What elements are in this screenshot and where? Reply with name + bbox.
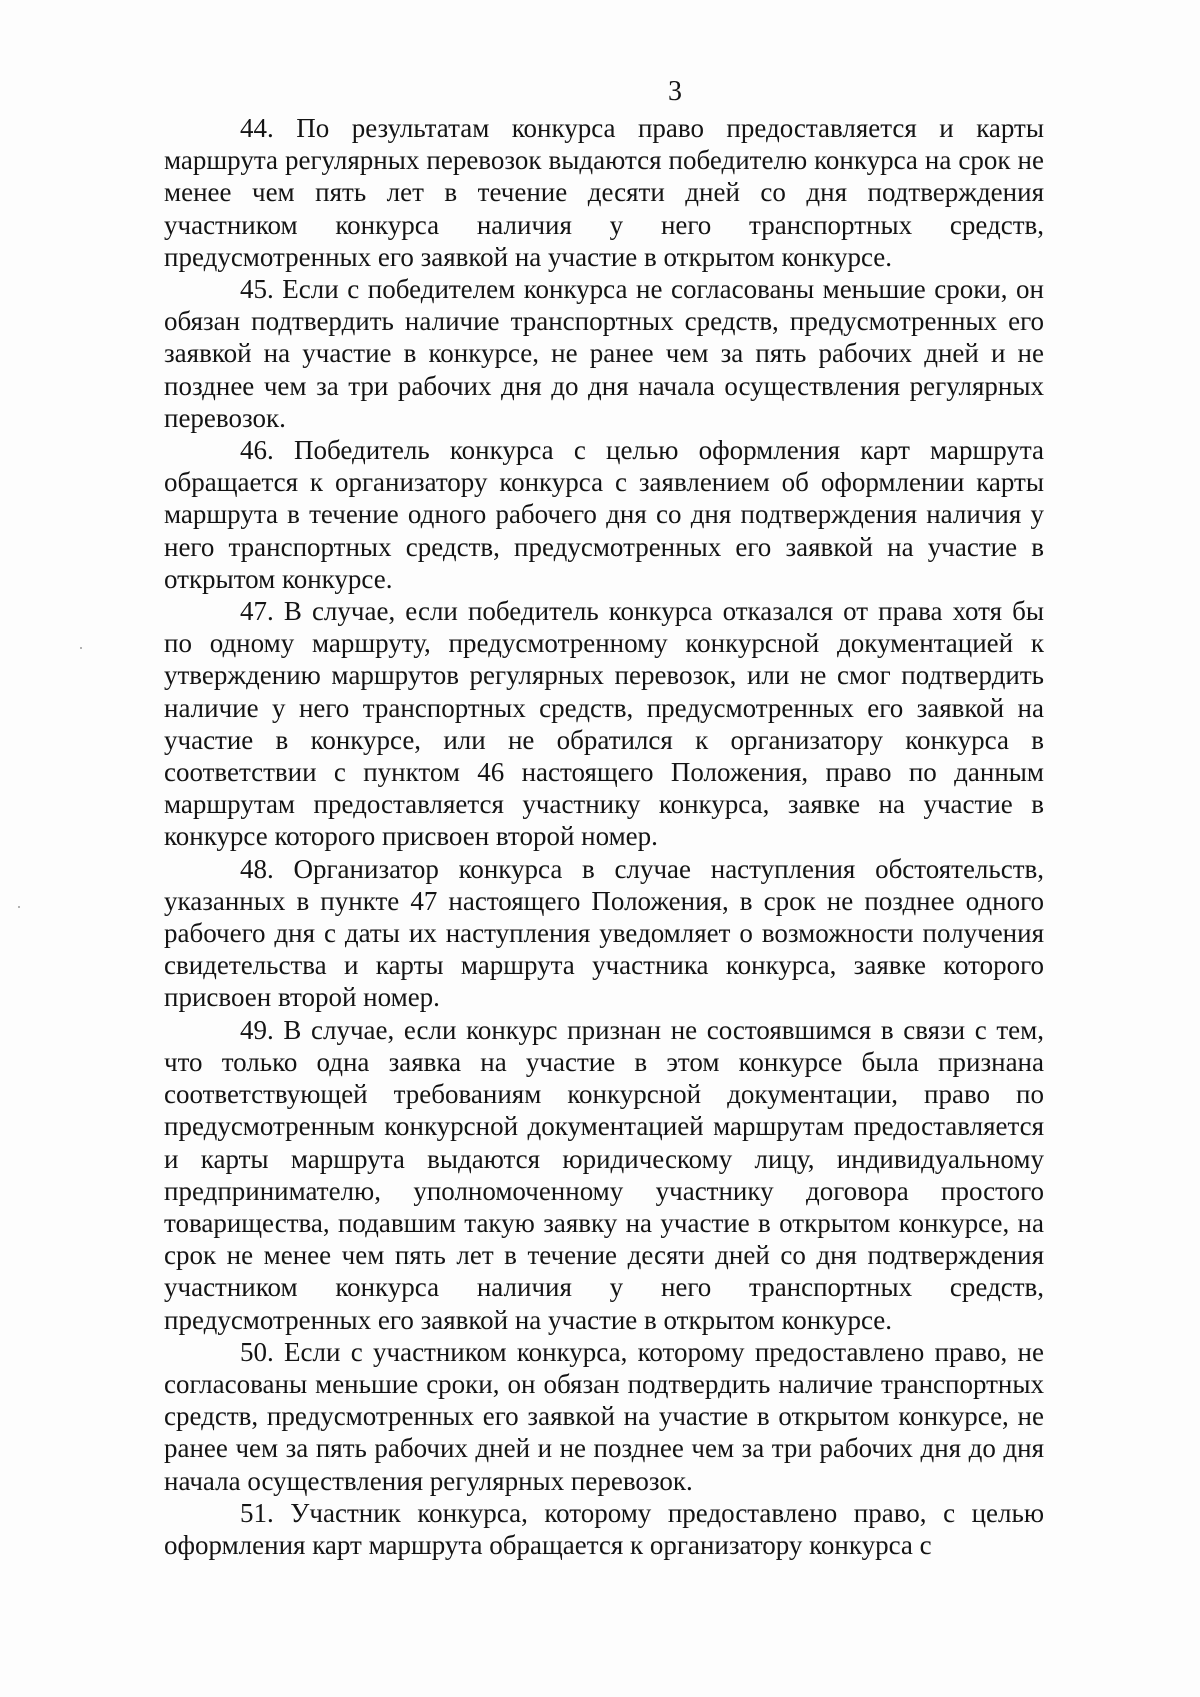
paragraph-50: 50. Если с участником конкурса, которому предоставлено право, не согласованы меньшие сроки, он обязан подтвердить наличие транспортных средств, предусмотренных его заявкой на участие в открытом конкурсе, не ранее чем за пять рабочих дней и не позднее чем за три рабочих дня до дня начала осуществления регулярных перевозок. bbox=[164, 1336, 1044, 1496]
paragraph-46: 46. Победитель конкурса с целью оформления карт маршрута обращается к организатору конкурса с заявлением об оформлении карты маршрута в течение одного рабочего дня со дня подтверждения наличия у него транспортных средств, предусмотренных его заявкой на участие в открытом конкурсе. bbox=[164, 435, 1044, 594]
paragraph-48: 48. Организатор конкурса в случае наступления обстоятельств, указанных в пункте 47 настоящего Положения, в срок не позднее одного рабочего дня с даты их наступления уведомляет о возможности получения свидетельства и карты маршрута участника конкурса, заявке которого присвоен второй номер. bbox=[164, 853, 1044, 1013]
paragraph-49: 49. В случае, если конкурс признан не состоявшимся в связи с тем, что только одна заявка на участие в этом конкурсе была признана соответствующей требованиям конкурсной документации, право по предусмотренным конкурсной документацией маршрутам предоставляется и карты маршрута выдаются юридическому лицу, индивидуальному предпринимателю, уполномоченному участнику договора простого товарищества, подавшим такую заявку на участие в открытом конкурсе, на срок не менее чем пять лет в течение десяти дней со дня подтверждения участником конкурса наличия у него транспортных средств, предусмотренных его заявкой на участие в открытом конкурсе. bbox=[164, 1014, 1044, 1335]
page-number: 3 bbox=[668, 76, 682, 107]
scan-speck bbox=[80, 647, 82, 649]
paragraph-51: 51. Участник конкурса, которому предоставлено право, с целью оформления карт маршрута обращается к организатору конкурса с bbox=[164, 1497, 1044, 1560]
scan-speck bbox=[18, 906, 20, 908]
paragraph-44: 44. По результатам конкурса право предоставляется и карты маршрута регулярных перевозок выдаются победителю конкурса на срок не менее чем пять лет в течение десяти дней со дня подтверждения участником конкурса наличия у него транспортных средств, предусмотренных его заявкой на участие в открытом конкурсе. bbox=[164, 113, 1044, 272]
document-body bbox=[164, 112, 1044, 1561]
paragraph-45: 45. Если с победителем конкурса не согласованы меньшие сроки, он обязан подтвердить наличие транспортных средств, предусмотренных его заявкой на участие в конкурсе, не ранее чем за пять рабочих дней и не позднее чем за три рабочих дня до дня начала осуществления регулярных перевозок. bbox=[164, 274, 1044, 433]
paragraph-47: 47. В случае, если победитель конкурса отказался от права хотя бы по одному маршруту, предусмотренному конкурсной документацией к утверждению маршрутов регулярных перевозок, или не смог подтвердить наличие у него транспортных средств, предусмотренных его заявкой на участие в конкурсе, или не обратился к организатору конкурса в соответствии с пунктом 46 настоящего Положения, право по данным маршрутам предоставляется участнику конкурса, заявке на участие в конкурсе которого присвоен второй номер. bbox=[164, 596, 1044, 852]
